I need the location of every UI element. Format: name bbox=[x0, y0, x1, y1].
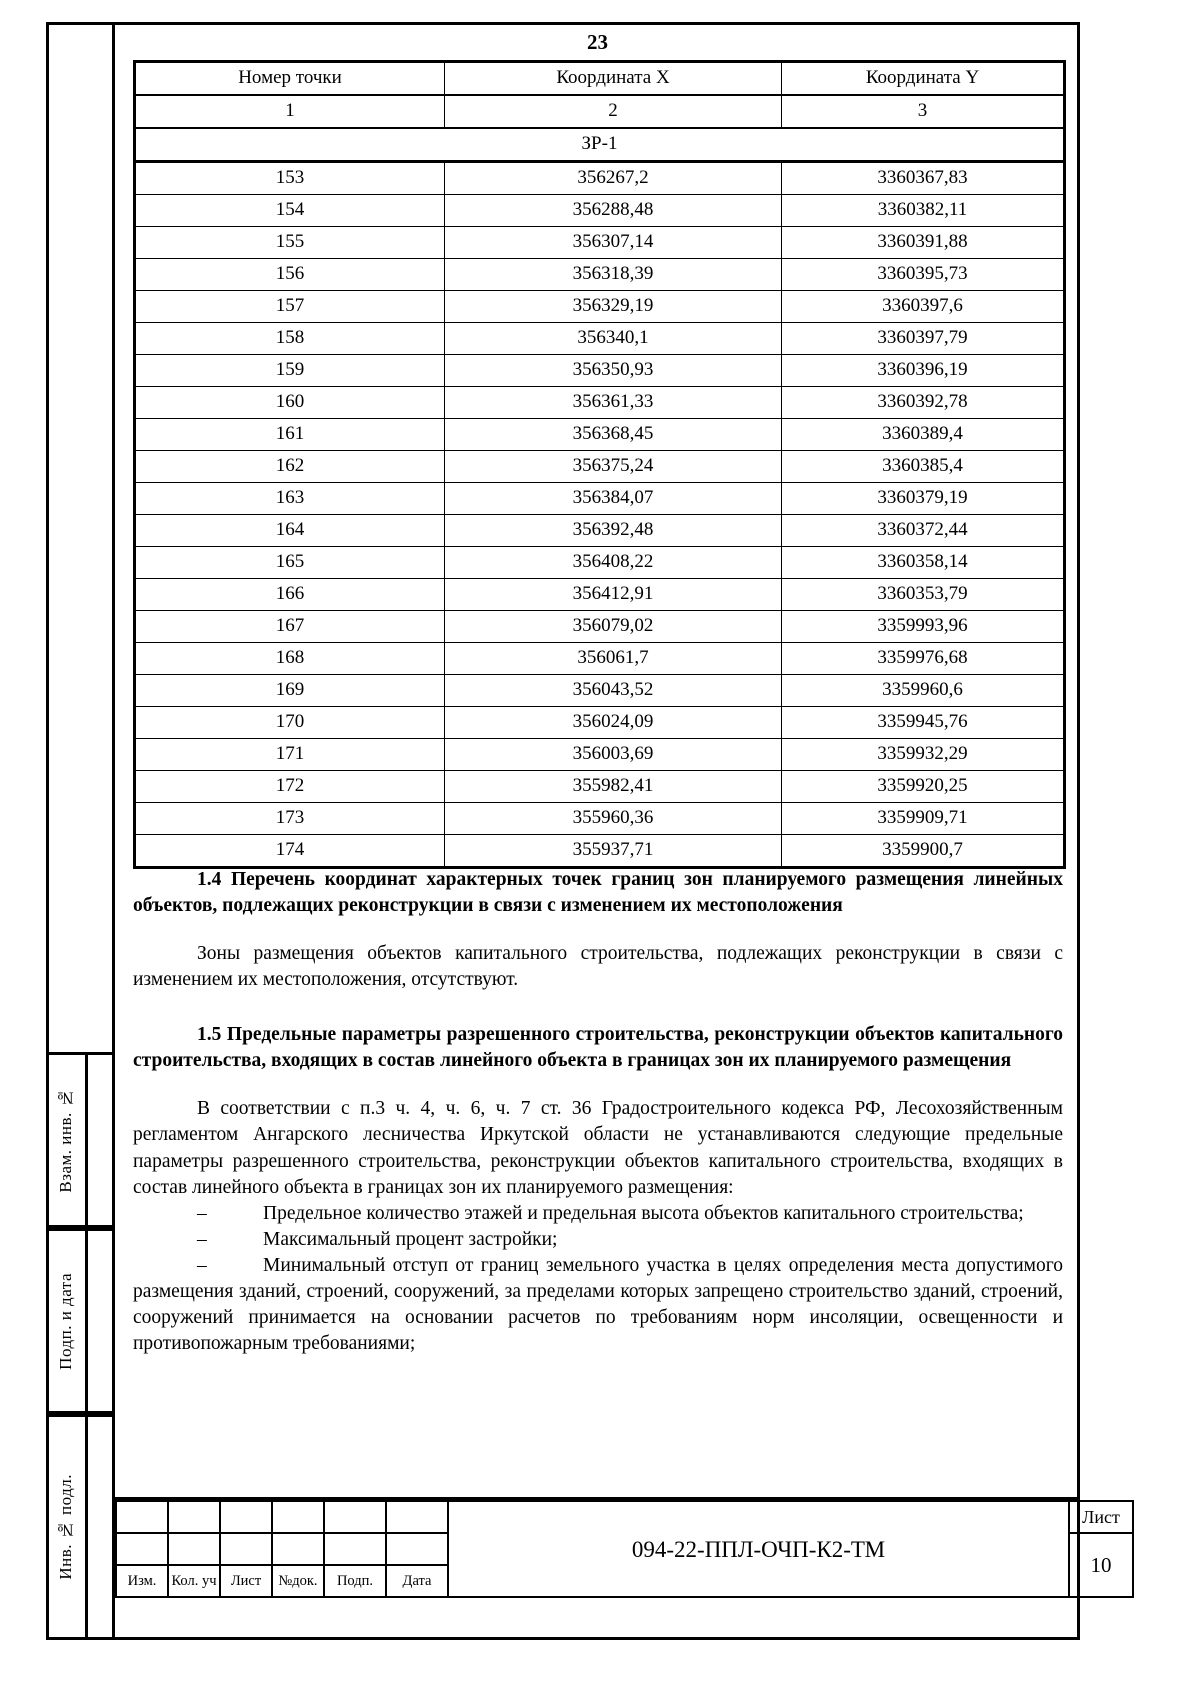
table-row bbox=[135, 355, 1065, 387]
title-block-row-blank-1 bbox=[116, 1501, 1133, 1533]
cell-y: 3359909,71 bbox=[782, 803, 1065, 835]
cell-x: 356384,07 bbox=[445, 483, 782, 515]
content-column bbox=[115, 22, 1080, 1640]
cell-point: 163 bbox=[135, 483, 445, 515]
cell-y: 3360385,4 bbox=[782, 451, 1065, 483]
label-koluch: Кол. уч bbox=[168, 1565, 220, 1597]
bullet-text: Максимальный процент застройки; bbox=[263, 1228, 558, 1250]
table-row bbox=[135, 291, 1065, 323]
cell-data-blank[interactable] bbox=[386, 1501, 448, 1533]
cell-point: 169 bbox=[135, 675, 445, 707]
cell-x: 356361,33 bbox=[445, 387, 782, 419]
cell-point: 160 bbox=[135, 387, 445, 419]
cell-point: 173 bbox=[135, 803, 445, 835]
cell-point: 154 bbox=[135, 195, 445, 227]
sheet-number: 10 bbox=[1069, 1533, 1133, 1597]
cell-podp-blank[interactable] bbox=[324, 1501, 386, 1533]
cell-x: 356392,48 bbox=[445, 515, 782, 547]
cell-y: 3360353,79 bbox=[782, 579, 1065, 611]
cell-point: 174 bbox=[135, 835, 445, 868]
bullet-dash-icon: – bbox=[197, 1202, 207, 1224]
sidebar-item-podp bbox=[46, 1228, 85, 1414]
table-row bbox=[135, 643, 1065, 675]
cell-point: 156 bbox=[135, 259, 445, 291]
cell-point: 170 bbox=[135, 707, 445, 739]
column-header-y: Координата Y bbox=[782, 62, 1065, 96]
section-1-5-bullet-1 bbox=[133, 1201, 1063, 1227]
cell-x: 356061,7 bbox=[445, 643, 782, 675]
cell-x: 356368,45 bbox=[445, 419, 782, 451]
section-1-4-heading: 1.4 Перечень координат характерных точек границ зон планируемого размещения линейных объектов, подлежащих реконструкции в связи с изменением их местоположения bbox=[133, 869, 1063, 917]
cell-y: 3360397,6 bbox=[782, 291, 1065, 323]
column-header-point: Номер точки bbox=[135, 62, 445, 96]
section-1-5-bullet-3 bbox=[133, 1253, 1063, 1358]
cell-x: 356329,19 bbox=[445, 291, 782, 323]
cell-x: 356024,09 bbox=[445, 707, 782, 739]
cell-y: 3360382,11 bbox=[782, 195, 1065, 227]
table-row bbox=[135, 259, 1065, 291]
cell-podp-blank-2[interactable] bbox=[324, 1533, 386, 1565]
table-row bbox=[135, 547, 1065, 579]
coordinates-table bbox=[133, 60, 1066, 869]
cell-data-blank-2[interactable] bbox=[386, 1533, 448, 1565]
section-1-4-paragraph: Зоны размещения объектов капитального строительства, подлежащих реконструкции в связи с изменением их местоположения, отсутствуют. bbox=[133, 943, 1063, 991]
coordinates-table-wrapper bbox=[133, 60, 1063, 869]
table-row bbox=[135, 323, 1065, 355]
sheet-label: Лист bbox=[1069, 1501, 1133, 1533]
table-row bbox=[135, 771, 1065, 803]
table-row bbox=[135, 195, 1065, 227]
cell-point: 159 bbox=[135, 355, 445, 387]
column-number-2: 2 bbox=[445, 95, 782, 128]
sidebar-item-label: Взам. инв. № bbox=[55, 1087, 75, 1193]
table-group-row bbox=[135, 128, 1065, 162]
cell-list-blank[interactable] bbox=[220, 1501, 272, 1533]
cell-x: 356267,2 bbox=[445, 162, 782, 195]
section-1-5-bullet-2 bbox=[133, 1227, 1063, 1253]
cell-x: 356375,24 bbox=[445, 451, 782, 483]
cell-x: 356288,48 bbox=[445, 195, 782, 227]
cell-y: 3360396,19 bbox=[782, 355, 1065, 387]
title-block bbox=[115, 1497, 1120, 1640]
cell-y: 3359920,25 bbox=[782, 771, 1065, 803]
cell-y: 3360392,78 bbox=[782, 387, 1065, 419]
sidebar-item-inv bbox=[46, 1414, 85, 1640]
cell-y: 3360391,88 bbox=[782, 227, 1065, 259]
section-1-4 bbox=[133, 867, 1063, 994]
cell-y: 3360379,19 bbox=[782, 483, 1065, 515]
document-code: 094-22-ППЛ-ОЧП-К2-ТМ bbox=[448, 1501, 1069, 1597]
cell-point: 167 bbox=[135, 611, 445, 643]
cell-y: 3360372,44 bbox=[782, 515, 1065, 547]
cell-point: 172 bbox=[135, 771, 445, 803]
sidebar-box-vzam-split bbox=[85, 1052, 88, 1228]
cell-ndok-blank[interactable] bbox=[272, 1501, 324, 1533]
sidebar-item-vzam bbox=[46, 1052, 85, 1228]
cell-y: 3360358,14 bbox=[782, 547, 1065, 579]
cell-point: 155 bbox=[135, 227, 445, 259]
cell-point: 161 bbox=[135, 419, 445, 451]
cell-y: 3360389,4 bbox=[782, 419, 1065, 451]
cell-koluch-blank-2[interactable] bbox=[168, 1533, 220, 1565]
bullet-text: Предельное количество этажей и предельная высота объектов капитального строительства; bbox=[263, 1202, 1024, 1224]
cell-point: 162 bbox=[135, 451, 445, 483]
cell-y: 3359960,6 bbox=[782, 675, 1065, 707]
cell-y: 3359932,29 bbox=[782, 739, 1065, 771]
cell-point: 165 bbox=[135, 547, 445, 579]
cell-point: 166 bbox=[135, 579, 445, 611]
cell-y: 3359945,76 bbox=[782, 707, 1065, 739]
table-row bbox=[135, 707, 1065, 739]
column-number-1: 1 bbox=[135, 95, 445, 128]
cell-x: 356408,22 bbox=[445, 547, 782, 579]
title-block-grid bbox=[115, 1500, 1134, 1598]
bullet-text: Минимальный отступ от границ земельного участка в целях определения места допустимого размещения зданий, строений, сооружений, за пределами которых запрещено строительство зданий, строений, сооружений принимается на основании расчетов по требованиям норм инсоляции, освещенности и противопожарным требованиями; bbox=[133, 1255, 1063, 1355]
cell-y: 3360367,83 bbox=[782, 162, 1065, 195]
cell-list-blank-2[interactable] bbox=[220, 1533, 272, 1565]
label-izm: Изм. bbox=[116, 1565, 168, 1597]
cell-point: 164 bbox=[135, 515, 445, 547]
cell-izm-blank-2[interactable] bbox=[116, 1533, 168, 1565]
cell-x: 356307,14 bbox=[445, 227, 782, 259]
cell-point: 153 bbox=[135, 162, 445, 195]
table-row bbox=[135, 803, 1065, 835]
table-row bbox=[135, 483, 1065, 515]
label-data: Дата bbox=[386, 1565, 448, 1597]
cell-x: 355937,71 bbox=[445, 835, 782, 868]
cell-x: 356043,52 bbox=[445, 675, 782, 707]
table-row bbox=[135, 739, 1065, 771]
section-1-5-heading: 1.5 Предельные параметры разрешенного строительства, реконструкции объектов капитального строительства, входящих в состав линейного объекта в границах зон их планируемого размещения bbox=[133, 1024, 1063, 1072]
table-header-row bbox=[135, 62, 1065, 96]
table-row bbox=[135, 675, 1065, 707]
cell-ndok-blank-2[interactable] bbox=[272, 1533, 324, 1565]
sidebar-box-inv-split bbox=[85, 1414, 88, 1640]
table-row bbox=[135, 515, 1065, 547]
section-1-5-paragraph: В соответствии с п.3 ч. 4, ч. 6, ч. 7 ст. 36 Градостроительного кодекса РФ, Лесохозяйственным регламентом Ангарского лесничества Иркутской области не устанавливаются следующие предельные параметры разрешенного строительства, реконструкции объектов капитального строительства, входящих в состав линейного объекта в границах зон их планируемого размещения: bbox=[133, 1098, 1063, 1198]
page-number: 23 bbox=[587, 30, 608, 54]
sidebar-box-podp-split bbox=[85, 1228, 88, 1414]
column-header-x: Координата X bbox=[445, 62, 782, 96]
table-row bbox=[135, 162, 1065, 195]
section-1-5 bbox=[133, 1022, 1063, 1358]
cell-point: 157 bbox=[135, 291, 445, 323]
cell-x: 356079,02 bbox=[445, 611, 782, 643]
cell-y: 3359900,7 bbox=[782, 835, 1065, 868]
cell-x: 355960,36 bbox=[445, 803, 782, 835]
cell-y: 3359976,68 bbox=[782, 643, 1065, 675]
cell-izm-blank[interactable] bbox=[116, 1501, 168, 1533]
group-label: ЗР-1 bbox=[135, 128, 1065, 162]
cell-y: 3360397,79 bbox=[782, 323, 1065, 355]
cell-x: 356340,1 bbox=[445, 323, 782, 355]
table-row bbox=[135, 419, 1065, 451]
cell-x: 356318,39 bbox=[445, 259, 782, 291]
table-row bbox=[135, 579, 1065, 611]
cell-point: 171 bbox=[135, 739, 445, 771]
cell-x: 356003,69 bbox=[445, 739, 782, 771]
cell-x: 356412,91 bbox=[445, 579, 782, 611]
sidebar-item-label: Инв. № подл. bbox=[55, 1474, 75, 1580]
cell-x: 356350,93 bbox=[445, 355, 782, 387]
table-row bbox=[135, 227, 1065, 259]
bullet-dash-icon: – bbox=[197, 1228, 207, 1250]
cell-x: 355982,41 bbox=[445, 771, 782, 803]
table-row bbox=[135, 451, 1065, 483]
label-ndok: №док. bbox=[272, 1565, 324, 1597]
sidebar-item-label: Подп. и дата bbox=[55, 1272, 75, 1370]
table-row bbox=[135, 387, 1065, 419]
bullet-dash-icon: – bbox=[197, 1255, 207, 1276]
label-podp: Подп. bbox=[324, 1565, 386, 1597]
column-number-3: 3 bbox=[782, 95, 1065, 128]
table-column-number-row bbox=[135, 95, 1065, 128]
cell-y: 3360395,73 bbox=[782, 259, 1065, 291]
cell-koluch-blank[interactable] bbox=[168, 1501, 220, 1533]
table-row bbox=[135, 611, 1065, 643]
cell-point: 158 bbox=[135, 323, 445, 355]
cell-y: 3359993,96 bbox=[782, 611, 1065, 643]
label-list: Лист bbox=[220, 1565, 272, 1597]
table-row bbox=[135, 835, 1065, 868]
cell-point: 168 bbox=[135, 643, 445, 675]
